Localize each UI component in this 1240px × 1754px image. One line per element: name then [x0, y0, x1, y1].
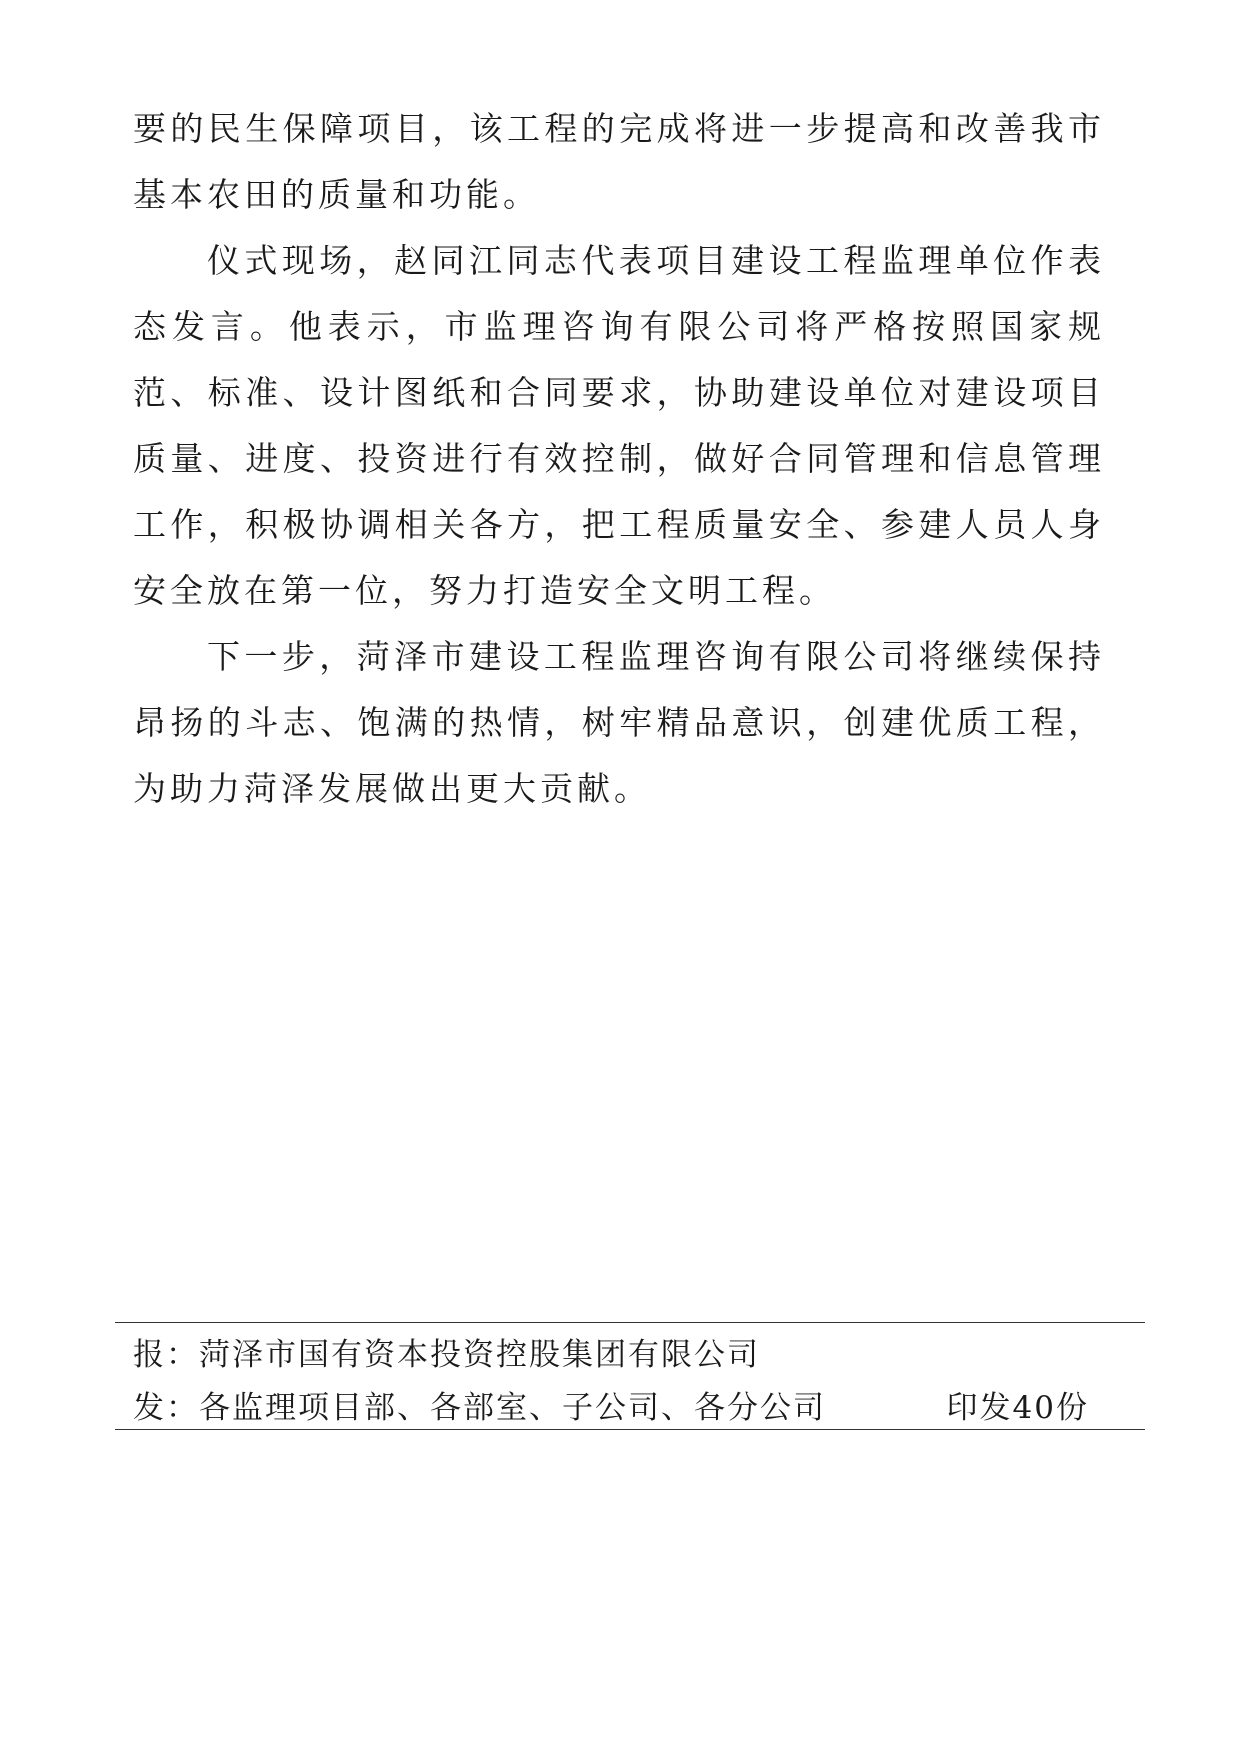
copies-count: 印发40份 — [946, 1389, 1089, 1426]
distribute-line — [115, 1379, 1145, 1429]
article-body — [133, 96, 1105, 822]
distribute-label: 发： — [133, 1389, 199, 1426]
report-label: 报： — [133, 1336, 199, 1373]
distribute-recipients: 各监理项目部、各部室、子公司、各分公司 — [199, 1389, 826, 1426]
footer-bottom-rule — [115, 1429, 1145, 1430]
report-line — [115, 1323, 1145, 1379]
paragraph-continuation: 要的民生保障项目，该工程的完成将进一步提高和改善我市基本农田的质量和功能。 — [133, 109, 1105, 214]
report-recipient: 菏泽市国有资本投资控股集团有限公司 — [199, 1336, 760, 1373]
paragraph-next-step: 下一步，菏泽市建设工程监理咨询有限公司将继续保持昂扬的斗志、饱满的热情，树牢精品意识，创建优质工程，为助力菏泽发展做出更大贡献。 — [133, 637, 1105, 808]
distribution-footer — [115, 1322, 1145, 1430]
paragraph-speech: 仪式现场，赵同江同志代表项目建设工程监理单位作表态发言。他表示，市监理咨询有限公司将严格按照国家规范、标准、设计图纸和合同要求，协助建设单位对建设项目质量、进度、投资进行有效控制，做好合同管理和信息管理工作，积极协调相关各方，把工程质量安全、参建人员人身安全放在第一位，努力打造安全文明工程。 — [133, 241, 1105, 610]
